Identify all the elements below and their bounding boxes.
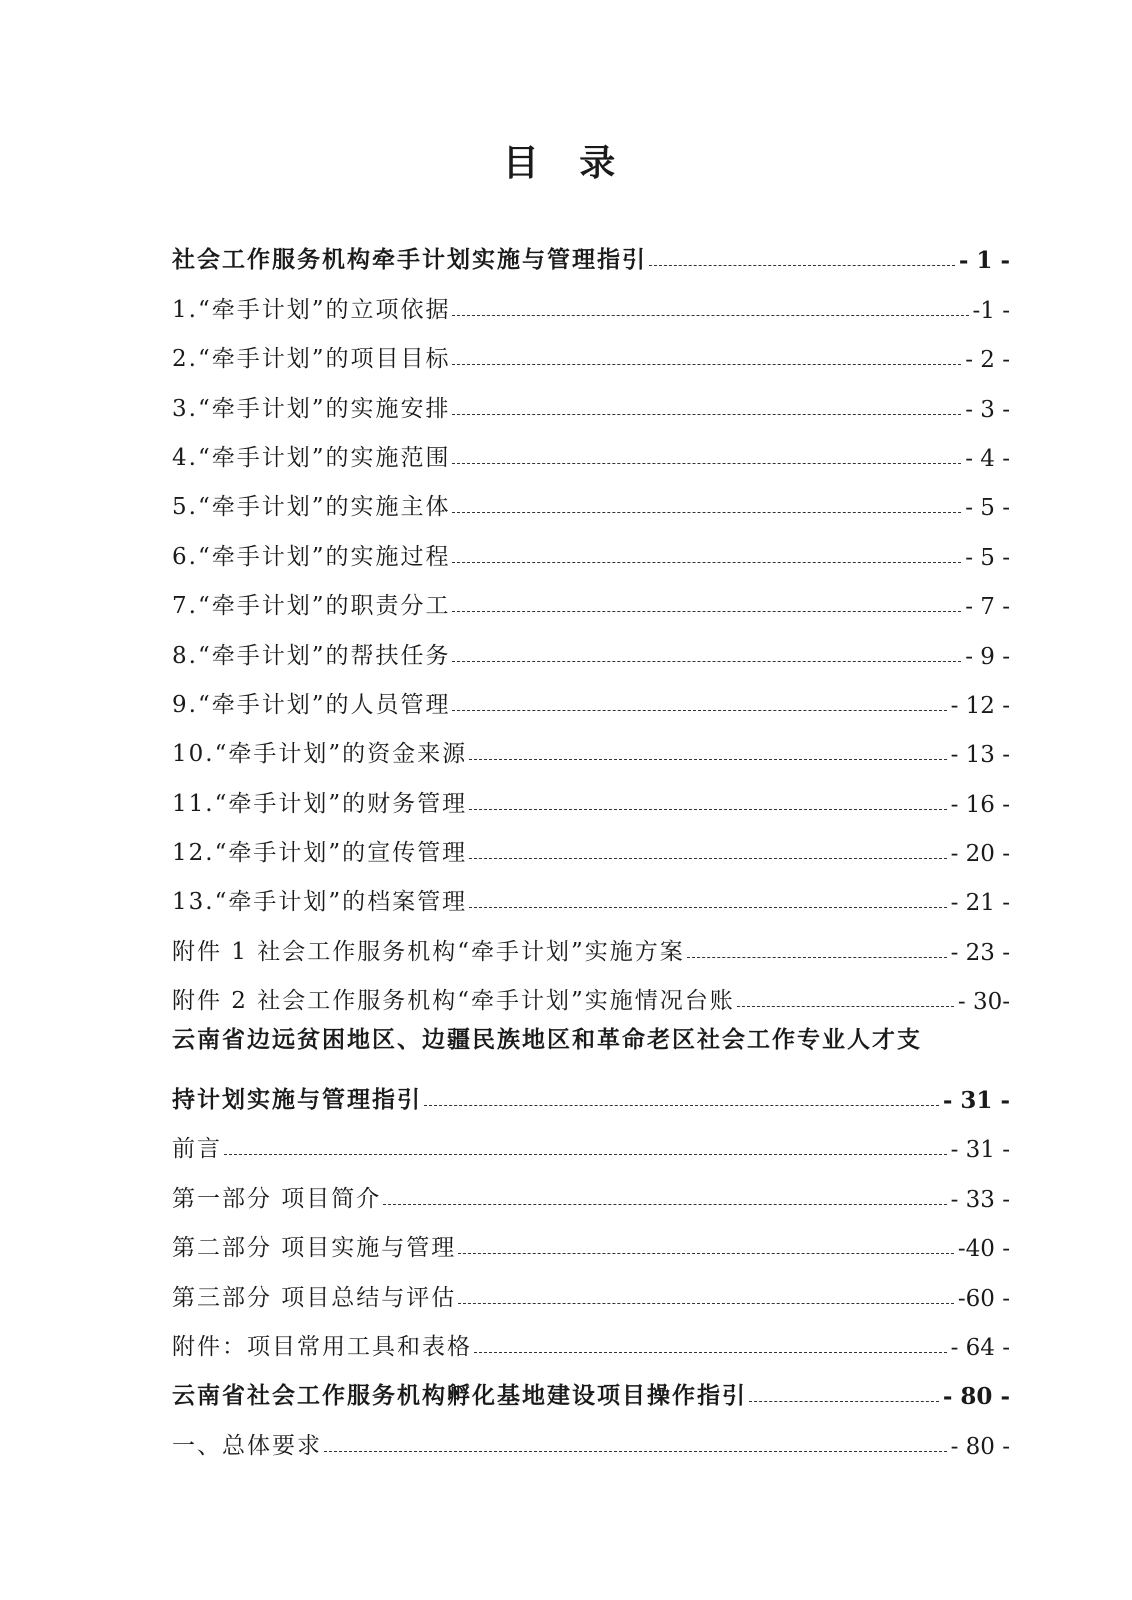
dot-leader	[452, 512, 961, 513]
toc-entry-label: 11.“牵手计划”的财务管理	[172, 790, 468, 817]
toc-entry[interactable]	[172, 824, 1010, 873]
dot-leader	[424, 1105, 939, 1106]
toc-entry-label: 4.“牵手计划”的实施范围	[172, 444, 451, 471]
toc-entry-label: 第二部分 项目实施与管理	[172, 1235, 457, 1262]
dot-leader	[469, 809, 946, 810]
toc-entry[interactable]	[172, 330, 1010, 379]
toc-entry[interactable]	[172, 1169, 1010, 1218]
dot-leader	[458, 1303, 954, 1304]
toc-entry-page-number: - 4 -	[965, 445, 1010, 472]
toc-entry[interactable]	[172, 1318, 1010, 1367]
toc-entry[interactable]	[172, 1367, 1010, 1416]
dot-leader	[383, 1204, 946, 1205]
toc-entry-page-number: - 9 -	[965, 643, 1010, 670]
table-of-contents	[172, 231, 1010, 1466]
toc-entry-label: 附件 1 社会工作服务机构“牵手计划”实施方案	[172, 938, 685, 965]
toc-entry[interactable]	[172, 1268, 1010, 1317]
toc-entry-label: 7.“牵手计划”的职责分工	[172, 593, 451, 620]
toc-entry-label: 云南省边远贫困地区、边疆民族地区和革命老区社会工作专业人才支	[172, 1026, 922, 1054]
toc-entry[interactable]	[172, 1416, 1010, 1465]
toc-entry-page-number: -60 -	[957, 1285, 1010, 1312]
dot-leader	[452, 463, 961, 464]
toc-entry[interactable]	[172, 676, 1010, 725]
toc-entry-page-number: - 31 -	[950, 1137, 1010, 1164]
toc-entry-page-number: -1 -	[972, 297, 1010, 324]
dot-leader	[469, 907, 946, 908]
page-title: 目 录	[502, 142, 630, 184]
toc-entry-page-number: - 12 -	[950, 692, 1010, 719]
toc-entry[interactable]	[172, 478, 1010, 527]
toc-entry-label: 附件：项目常用工具和表格	[172, 1333, 472, 1360]
toc-entry-page-number: - 33 -	[950, 1186, 1010, 1213]
dot-leader	[324, 1451, 947, 1452]
toc-entry-label: 社会工作服务机构牵手计划实施与管理指引	[172, 246, 647, 274]
toc-entry[interactable]	[172, 626, 1010, 675]
toc-entry[interactable]	[172, 231, 1010, 280]
toc-entry-label: 1.“牵手计划”的立项依据	[172, 296, 451, 323]
toc-entry-label: 前言	[172, 1136, 222, 1163]
toc-entry-label: 5.“牵手计划”的实施主体	[172, 494, 451, 521]
dot-leader	[452, 710, 946, 711]
toc-entry-page-number: - 30-	[957, 989, 1010, 1016]
toc-entry[interactable]	[172, 922, 1010, 971]
toc-entry[interactable]	[172, 577, 1010, 626]
toc-entry-wrapped-heading[interactable]	[172, 1021, 1010, 1070]
toc-entry-page-number: - 80 -	[950, 1433, 1010, 1460]
toc-entry-page-number: - 2 -	[965, 347, 1010, 374]
toc-entry[interactable]	[172, 873, 1010, 922]
toc-entry-page-number: - 13 -	[950, 742, 1010, 769]
toc-entry-label: 12.“牵手计划”的宣传管理	[172, 840, 468, 867]
dot-leader	[452, 562, 961, 563]
toc-entry-label: 10.“牵手计划”的资金来源	[172, 741, 468, 768]
toc-entry[interactable]	[172, 379, 1010, 428]
dot-leader	[452, 611, 961, 612]
toc-entry-page-number: -40 -	[957, 1236, 1010, 1263]
toc-entry-label: 第一部分 项目简介	[172, 1185, 382, 1212]
toc-entry-label: 一、总体要求	[172, 1432, 322, 1459]
toc-entry-page-number: - 20 -	[950, 841, 1010, 868]
toc-entry-page-number: - 7 -	[965, 594, 1010, 621]
toc-entry-label: 持计划实施与管理指引	[172, 1086, 422, 1114]
toc-entry-page-number: - 16 -	[950, 791, 1010, 818]
toc-entry[interactable]	[172, 725, 1010, 774]
toc-entry-page-number: - 1 -	[958, 247, 1010, 275]
toc-entry-page-number: - 21 -	[950, 890, 1010, 917]
toc-entry[interactable]	[172, 527, 1010, 576]
toc-entry-page-number: - 5 -	[965, 544, 1010, 571]
dot-leader	[737, 1006, 954, 1007]
dot-leader	[452, 364, 961, 365]
toc-entry[interactable]	[172, 774, 1010, 823]
toc-entry-label: 3.“牵手计划”的实施安排	[172, 395, 451, 422]
toc-entry-page-number: - 64 -	[950, 1334, 1010, 1361]
toc-entry-page-number: - 80 -	[942, 1383, 1010, 1411]
dot-leader	[469, 858, 946, 859]
dot-leader	[452, 315, 968, 316]
dot-leader	[469, 759, 946, 760]
toc-entry[interactable]	[172, 972, 1010, 1021]
dot-leader	[474, 1352, 947, 1353]
dot-leader	[749, 1401, 939, 1402]
dot-leader	[687, 957, 947, 958]
toc-entry[interactable]	[172, 1071, 1010, 1120]
toc-entry[interactable]	[172, 1219, 1010, 1268]
toc-entry[interactable]	[172, 1120, 1010, 1169]
dot-leader	[224, 1154, 947, 1155]
toc-entry-label: 2.“牵手计划”的项目目标	[172, 346, 451, 373]
toc-entry-label: 8.“牵手计划”的帮扶任务	[172, 642, 451, 669]
dot-leader	[458, 1253, 954, 1254]
toc-entry-label: 9.“牵手计划”的人员管理	[172, 691, 451, 718]
toc-entry[interactable]	[172, 280, 1010, 329]
toc-entry-label: 附件 2 社会工作服务机构“牵手计划”实施情况台账	[172, 988, 735, 1015]
toc-entry-page-number: - 31 -	[942, 1087, 1010, 1115]
toc-entry[interactable]	[172, 429, 1010, 478]
dot-leader	[452, 414, 961, 415]
dot-leader	[452, 661, 961, 662]
dot-leader	[649, 265, 955, 266]
toc-entry-page-number: - 23 -	[950, 939, 1010, 966]
toc-entry-page-number: - 3 -	[965, 396, 1010, 423]
toc-entry-page-number: - 5 -	[965, 495, 1010, 522]
toc-entry-label: 第三部分 项目总结与评估	[172, 1284, 457, 1311]
toc-entry-label: 6.“牵手计划”的实施过程	[172, 543, 451, 570]
toc-entry-label: 13.“牵手计划”的档案管理	[172, 889, 468, 916]
toc-entry-label: 云南省社会工作服务机构孵化基地建设项目操作指引	[172, 1382, 747, 1410]
